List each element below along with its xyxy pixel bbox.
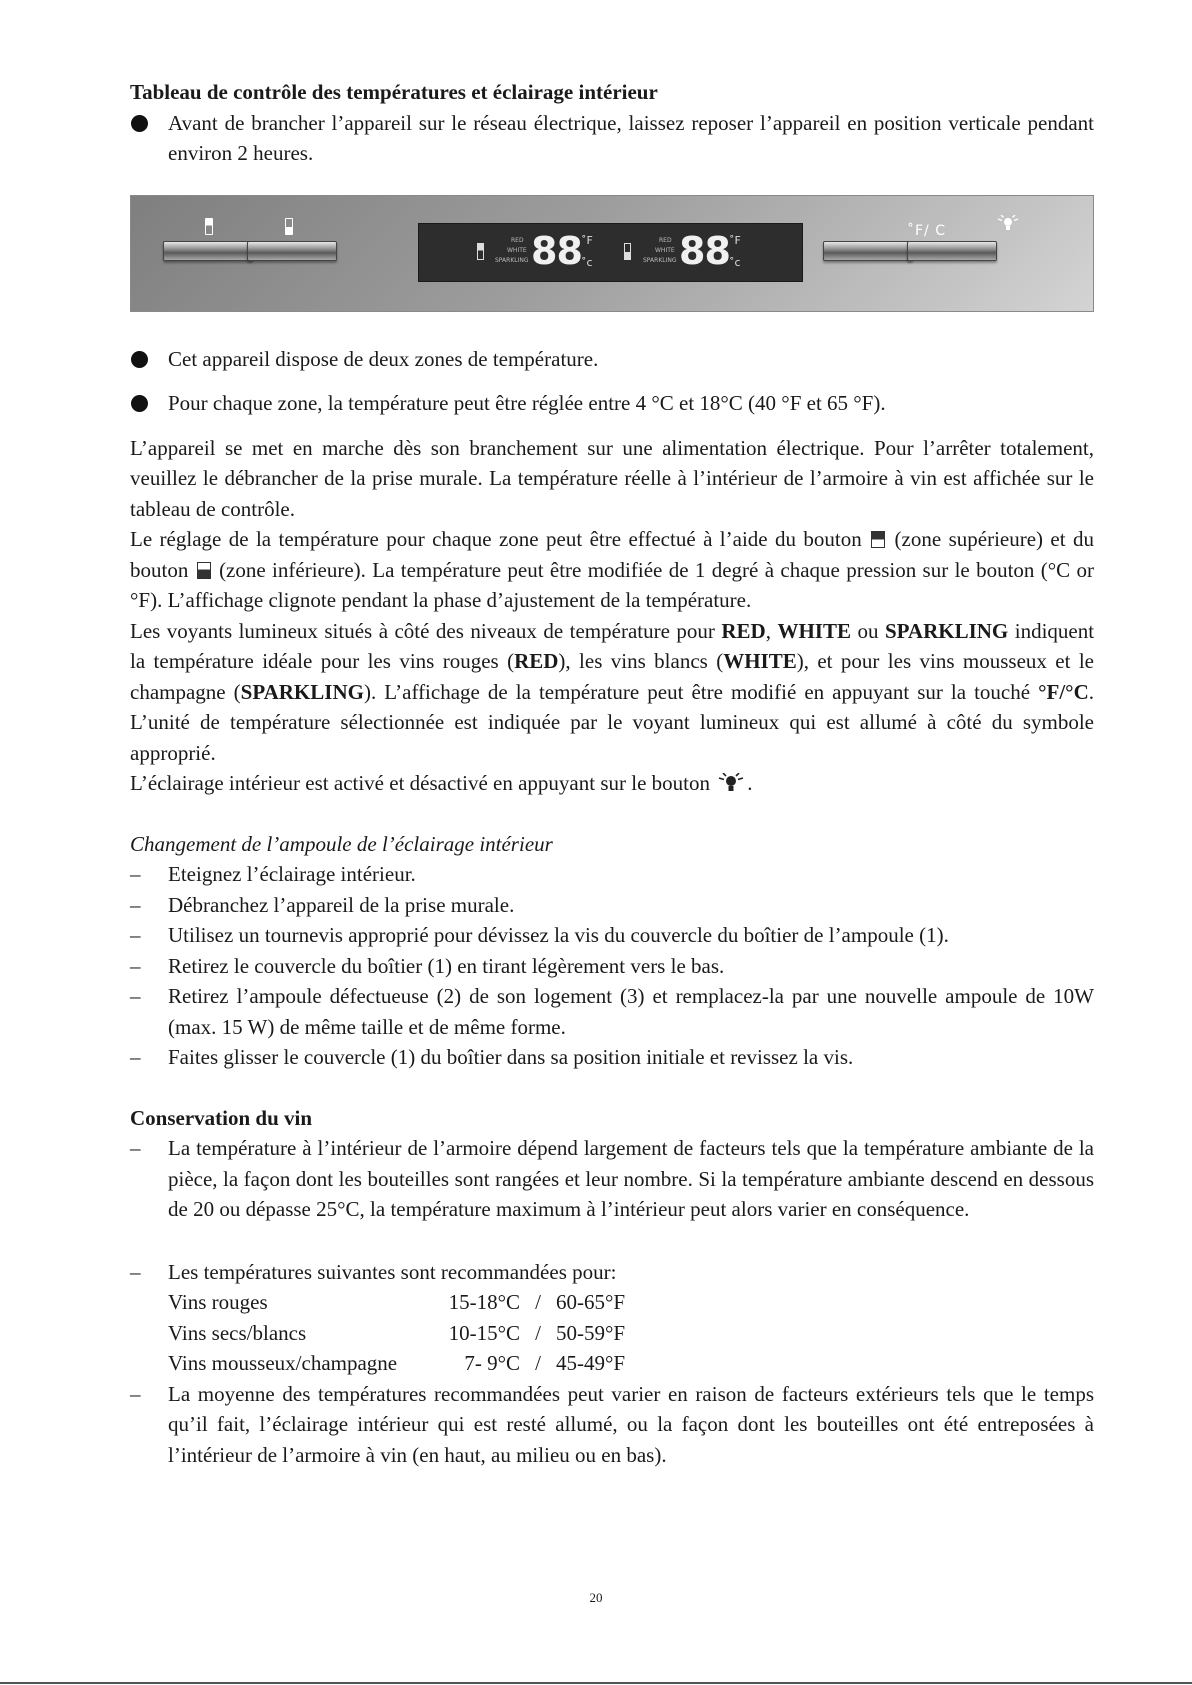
table-cell-sep: / <box>535 1351 541 1375</box>
lcd-unit-f: ˚F <box>729 233 741 247</box>
lcd-unit-c: ˚c <box>729 255 741 269</box>
lcd-label-sparkling: SPARKLING <box>643 256 677 264</box>
recommended-temperatures-table <box>168 1287 646 1379</box>
table-cell-fahrenheit: 45-49°F <box>556 1351 626 1375</box>
lower-zone-button-icon <box>197 562 211 579</box>
table-cell-celsius: 7- 9°C <box>464 1351 520 1375</box>
lcd-label-white: WHITE <box>507 246 527 254</box>
bullet-dot-icon <box>131 115 148 132</box>
table-cell-wine: Vins secs/blancs <box>168 1320 307 1345</box>
list-item: – Eteignez l’éclairage intérieur. <box>130 862 416 886</box>
section-title-control-panel: Tableau de contrôle des températures et éclairage intérieur <box>130 80 658 104</box>
lcd-upper-digits: 88 <box>531 228 582 273</box>
list-item: – Faites glisser le couvercle (1) du boîtier dans sa position initiale et revissez la vis. <box>130 1045 854 1069</box>
table-cell-fahrenheit: 60-65°F <box>556 1290 626 1314</box>
light-bulb-icon <box>997 215 1019 231</box>
lower-zone-icon <box>285 218 293 235</box>
page-number: 20 <box>589 1590 603 1605</box>
lcd-lower-zone-icon <box>624 243 631 260</box>
paragraph: L’éclairage intérieur est activé et désactivé en appuyant sur le bouton . <box>130 771 753 795</box>
table-cell-wine: Vins rouges <box>168 1290 268 1314</box>
fc-button <box>823 241 913 261</box>
table-cell-sep: / <box>535 1290 541 1314</box>
bullet-item: Pour chaque zone, la température peut être réglée entre 4 °C et 18°C (40 °F et 65 °F). <box>130 388 1094 419</box>
upper-zone-button <box>163 241 253 261</box>
table-cell-sep: / <box>535 1320 541 1345</box>
bullet-item: Cet appareil dispose de deux zones de température. <box>130 344 1094 375</box>
table-row <box>168 1348 646 1379</box>
section-title-bulb-change: Changement de l’ampoule de l’éclairage intérieur <box>130 831 553 856</box>
section-title-wine-storage: Conservation du vin <box>130 1105 313 1130</box>
bullet-dot-icon <box>131 395 148 412</box>
lcd-unit-f: ˚F <box>581 233 593 247</box>
light-bulb-icon <box>718 773 744 793</box>
bulb-steps-list <box>130 859 1094 1073</box>
list-item: – Débranchez l’appareil de la prise murale. <box>130 892 515 917</box>
list-item: – Retirez l’ampoule défectueuse (2) de son logement (3) et remplacez-la par une nouvelle ampoule de 10W (max. 15 W) de même taille et de même forme. <box>130 984 1094 1039</box>
table-cell-celsius: 10-15°C <box>448 1320 520 1345</box>
list-item: – La température à l’intérieur de l’armoire dépend largement de facteurs tels que la température ambiante de la pièce, la façon dont les bouteilles sont rangées et leur nombre. Si la température ambiante descend en dessous de 20 ou dépasse 25°C, la température maximum à l’intérieur peut alors varier en conséquence. <box>130 1136 1094 1221</box>
lcd-unit-c: ˚c <box>581 255 593 269</box>
table-cell-wine: Vins mousseux/champagne <box>168 1351 398 1375</box>
table-cell-fahrenheit: 50-59°F <box>556 1320 626 1345</box>
light-button <box>907 241 997 261</box>
page-bottom-border <box>0 1682 1192 1684</box>
lcd-upper-zone-icon <box>477 243 484 260</box>
table-row <box>168 1318 646 1349</box>
lcd-lower-digits: 88 <box>679 228 730 273</box>
upper-zone-button-icon <box>871 531 885 548</box>
manual-page <box>130 77 1094 1470</box>
table-row <box>168 1287 646 1318</box>
list-item: – Les températures suivantes sont recommandées pour: <box>130 1259 617 1284</box>
table-cell-celsius: 15-18°C <box>448 1290 520 1314</box>
lcd-label-red: RED <box>659 236 672 244</box>
control-panel-illustration <box>130 195 1094 312</box>
list-item: – Utilisez un tournevis approprié pour dévissez la vis du couvercle du boîtier de l’ampoule (1). <box>130 923 949 947</box>
paragraph: Les voyants lumineux situés à côté des niveaux de température pour RED, WHITE ou SPARKLING indiquent la température idéale pour les vins rouges (RED), les vins blancs (WHITE), et pour les vins mousseux et le champagne (SPARKLING). L’affichage de la température peut être modifié en appuyant sur la touché °F/°C. L’unité de température sélectionnée est indiquée par le voyant lumineux qui est allumé à côté du symbole approprié. <box>130 618 1095 765</box>
list-item: – Retirez le couvercle du boîtier (1) en tirant légèrement vers le bas. <box>130 953 725 978</box>
fc-button-label: ˚F/ C <box>907 222 946 239</box>
lcd-display <box>418 223 803 282</box>
upper-zone-icon <box>205 218 213 235</box>
bullet-dot-icon <box>131 351 148 368</box>
list-item: – La moyenne des températures recommandées peut varier en raison de facteurs extérieurs tels que le temps qu’il fait, l’éclairage intérieur qui est resté allumé, ou la façon dont les bouteilles ont été entreposées à l’intérieur de l’armoire à vin (en haut, au milieu ou en bas). <box>130 1381 1094 1467</box>
lower-zone-button <box>247 241 337 261</box>
paragraph: Le réglage de la température pour chaque zone peut être effectué à l’aide du bouton (zone supérieure) et du bouton (zone inférieure). La température peut être modifiée de 1 degré à chaque pression sur le bouton (°C or °F). L’affichage clignote pendant la phase d’ajustement de la température. <box>130 527 1095 612</box>
lcd-label-sparkling: SPARKLING <box>495 256 529 264</box>
lcd-label-white: WHITE <box>655 246 675 254</box>
paragraph: L’appareil se met en marche dès son branchement sur une alimentation électrique. Pour l’arrêter totalement, veuillez le débrancher de la prise murale. La température réelle à l’intérieur de l’armoire à vin est affichée sur le tableau de contrôle. <box>130 435 1094 521</box>
bullet-item: Avant de brancher l’appareil sur le réseau électrique, laissez reposer l’appareil en position verticale pendant environ 2 heures. <box>130 108 1094 169</box>
lcd-label-red: RED <box>511 236 524 244</box>
